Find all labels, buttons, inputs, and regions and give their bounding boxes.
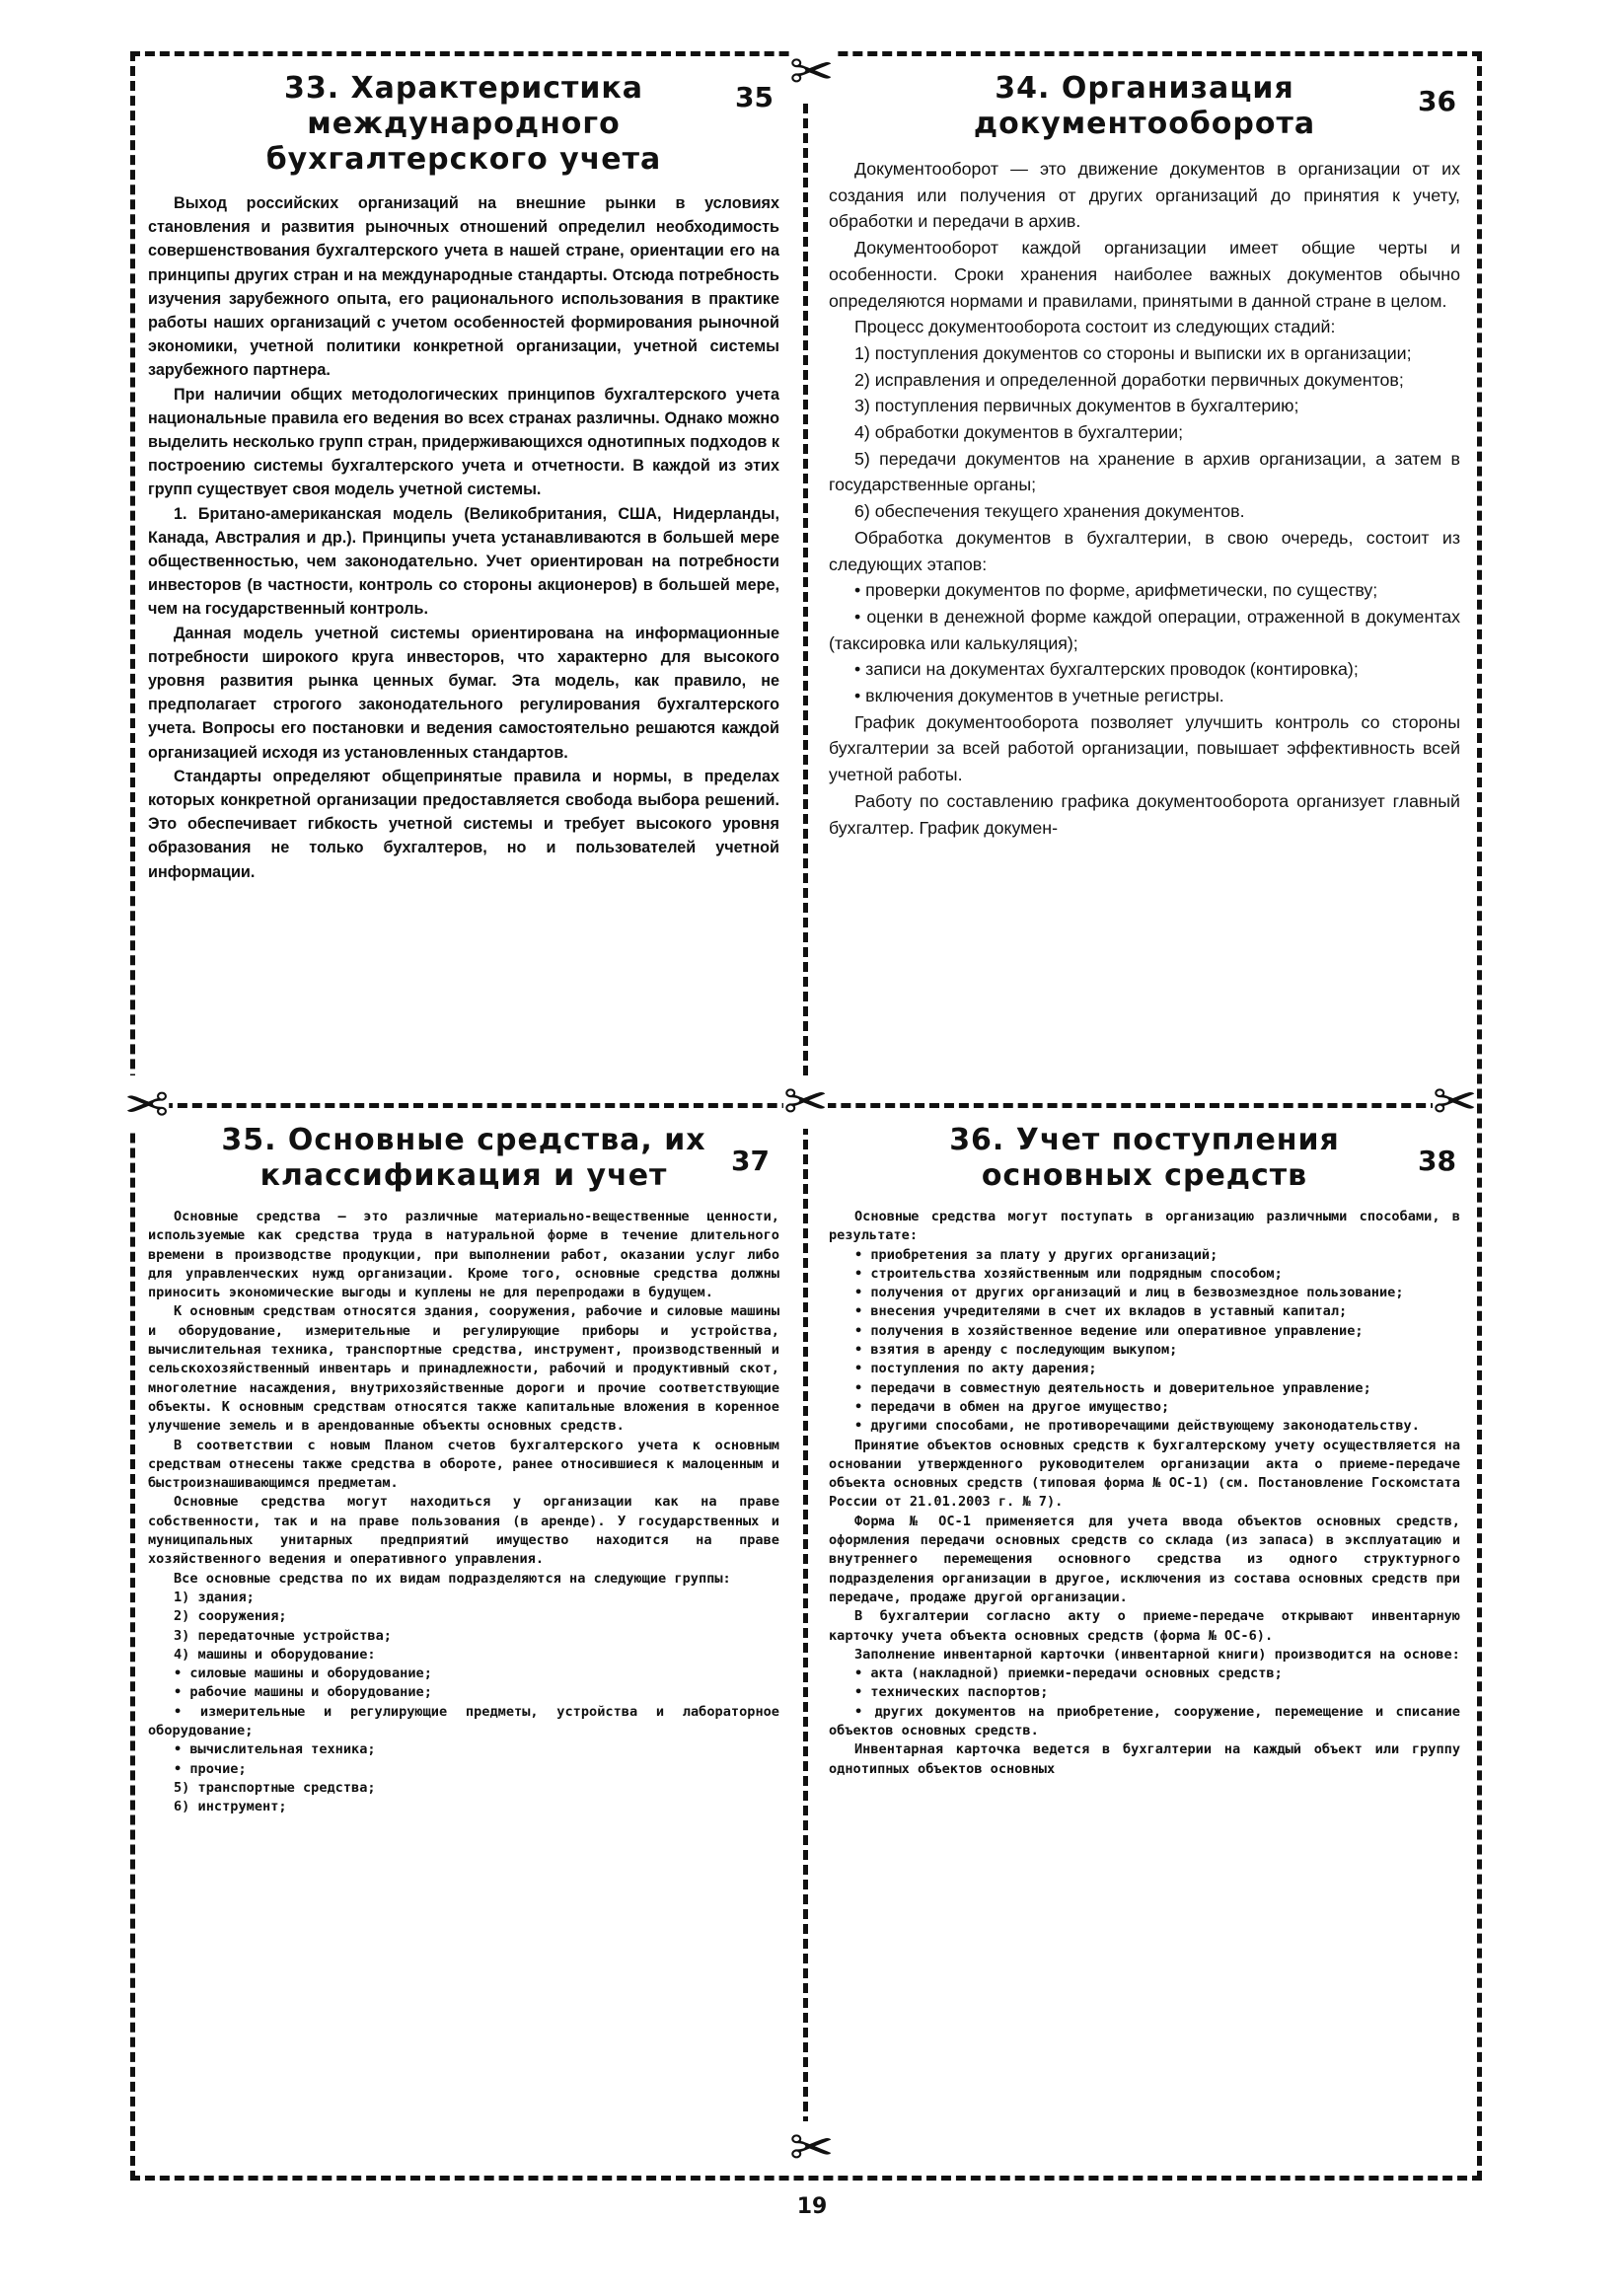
scissors-icon: ✂ xyxy=(789,2116,835,2179)
section-title: 35. Основные средства, их классификация и учет xyxy=(221,1123,706,1193)
list-item: • передачи в совместную деятельность и доверительное управление; xyxy=(854,1379,1371,1396)
paragraph: Все основные средства по их видам подразделяются на следующие группы: xyxy=(174,1570,731,1587)
paragraph: Основные средства — это различные материально-вещественные ценности, используемые как средства труда в натуральной форме в течение длительного времени в производстве продукции, при выполнении работ, оказании услуг либо для управленческих нужд организации. Кроме того, основные средства должны приносить экономические выгоды и куплены не для перепродажи в будущем. xyxy=(148,1209,779,1301)
list-item: • оценки в денежной форме каждой операции, отраженной в документах (таксировка или калькуляция); xyxy=(829,606,1460,653)
list-item: 2) сооружения; xyxy=(174,1608,287,1625)
list-item: • другими способами, не противоречащими действующему законодательству. xyxy=(854,1418,1420,1435)
section-35 xyxy=(148,1123,779,2149)
scissors-icon: ✂ xyxy=(783,1071,829,1133)
section-body xyxy=(829,156,1460,841)
list-item: • технических паспортов; xyxy=(854,1684,1049,1701)
scissors-icon: ✂ xyxy=(1433,1071,1478,1133)
section-number: 35 xyxy=(735,81,774,113)
paragraph: Выход российских организаций на внешние рынки в условиях становления и развития рыночных отношений определил необходимость совершенствования бухгалтерского учета в нашей стране, ориентации его на принципы других стран и на международные стандарты. Отсюда потребность изучения зарубежного опыта, его рационального использования в практике работы наших организаций с учетом особенностей формирования рыночной экономики, учетной политики конкретной организации, учетной системы зарубежного партнера. xyxy=(148,194,779,380)
list-item: • получения от других организаций и лиц в безвозмездное пользование; xyxy=(854,1285,1404,1301)
section-body xyxy=(148,1208,779,1817)
list-item: 5) передачи документов на хранение в архив организации, а затем в государственные органы; xyxy=(829,448,1460,495)
paragraph: К основным средствам относятся здания, сооружения, рабочие и силовые машины и оборудование, измерительные и регулирующие приборы и устройства, вычислительная техника, транспортные средства, инструмент, производственный и сельскохозяйственный инвентарь и принадлежности, рабочий и продуктивный скот, многолетние насаждения, внутрихозяйственные дороги и прочие соответствующие объекты. К основным средствам относятся также капитальные вложения в коренное улучшение земель и в арендованные объекты основных средств. xyxy=(148,1303,779,1435)
section-title: 34. Организация документооборота xyxy=(973,71,1316,141)
section-33 xyxy=(148,71,779,1097)
paragraph: Инвентарная карточка ведется в бухгалтерии на каждый объект или группу однотипных объектов основных xyxy=(829,1741,1460,1777)
section-36 xyxy=(829,1123,1460,2149)
paragraph: 1. Британо-американская модель (Великобритания, США, Нидерланды, Канада, Австралия и др.). Принципы учета устанавливаются в большей мере общественностью, чем законодательно. Учет ориентирован на потребности инвесторов (в частности, контроль со стороны акционеров) в большей мере, чем на государственный контроль. xyxy=(148,504,779,619)
list-item: 1) поступления документов со стороны и выписки их в организации; xyxy=(854,342,1412,363)
list-item: • внесения учредителями в счет их вкладов в уставный капитал; xyxy=(854,1303,1348,1320)
list-item: • других документов на приобретение, сооружение, перемещение и списание объектов основных средств. xyxy=(829,1703,1460,1739)
paragraph: Принятие объектов основных средств к бухгалтерскому учету осуществляется на основании утвержденного руководителем организации акта о приеме-передаче объекта основных средств (типовая форма № ОС-1) (см. Постановление Госкомстата России от 21.01.2003 г. № 7). xyxy=(829,1437,1460,1511)
list-item: 4) обработки документов в бухгалтерии; xyxy=(854,422,1184,443)
list-item: • вычислительная техника; xyxy=(174,1741,376,1758)
list-item: • рабочие машины и оборудование; xyxy=(174,1684,432,1701)
paragraph: Данная модель учетной системы ориентирована на информационные потребности широкого круга инвесторов, что характерно для высокого уровня развития рынка ценных бумаг. Эта модель, как правило, не предполагает строгого законодательного регулирования бухгалтерского учета. Вопросы его постановки и ведения самостоятельно решаются каждой организацией исходя из установленных стандартов. xyxy=(148,624,779,762)
paragraph: Стандарты определяют общепринятые правила и нормы, в пределах которых конкретной организации предоставляется свобода выбора решений. Это обеспечивает гибкость учетной системы и требует высокого уровня образования не только бухгалтеров, но и пользователей учетной информации. xyxy=(148,767,779,881)
paragraph: Основные средства могут находиться у организации как на праве собственности, так и на праве пользования (в аренде). У государственных и муниципальных унитарных предприятий имущество находится на праве хозяйственного ведения и оперативного управления. xyxy=(148,1494,779,1568)
list-item: 1) здания; xyxy=(174,1589,255,1605)
list-item: 5) транспортные средства; xyxy=(174,1779,376,1796)
paragraph: Работу по составлению графика документооборота организует главный бухгалтер. График докумен- xyxy=(829,790,1460,838)
list-item: • прочие; xyxy=(174,1760,247,1777)
paragraph: Форма № ОС-1 применяется для учета ввода объектов основных средств, оформления передачи основных средств со склада (из запаса) в эксплуатацию и внутреннего перемещения основного средства из одного структурного подразделения организации в другое, исключения из состава основных средств при передаче, продаже другой организации. xyxy=(829,1513,1460,1605)
list-item: 6) обеспечения текущего хранения документов. xyxy=(854,501,1245,522)
section-title: 33. Характеристика международного бухгалтерского учета xyxy=(265,71,662,177)
paragraph: Процесс документооборота состоит из следующих стадий: xyxy=(854,317,1336,337)
list-item: • проверки документов по форме, арифметически, по существу; xyxy=(854,580,1378,601)
list-item: • измерительные и регулирующие предметы, устройства и лабораторное оборудование; xyxy=(148,1703,779,1739)
page-number: 19 xyxy=(796,2194,828,2219)
list-item: • поступления по акту дарения; xyxy=(854,1361,1097,1377)
list-item: • приобретения за плату у других организаций; xyxy=(854,1246,1218,1263)
section-number: 36 xyxy=(1418,85,1456,117)
list-item: 2) исправления и определенной доработки первичных документов; xyxy=(854,369,1404,390)
list-item: 3) передаточные устройства; xyxy=(174,1627,392,1644)
list-item: • включения документов в учетные регистры. xyxy=(854,686,1224,706)
section-title: 36. Учет поступления основных средств xyxy=(949,1123,1340,1193)
paragraph: Документооборот каждой организации имеет общие черты и особенности. Сроки хранения наиболее важных документов обычно определяются нормами и правилами, принятыми в данной стране в целом. xyxy=(829,238,1460,311)
paragraph: Основные средства могут поступать в организацию различными способами, в результате: xyxy=(829,1209,1460,1244)
list-item: 4) машины и оборудование: xyxy=(174,1646,376,1663)
paragraph: В бухгалтерии согласно акту о приеме-передаче открывают инвентарную карточку учета объекта основных средств (форма № ОС-6). xyxy=(829,1608,1460,1644)
paragraph: График документооборота позволяет улучшить контроль со стороны бухгалтерии за всей работой организации, повышает эффективность всей учетной работы. xyxy=(829,711,1460,785)
list-item: 6) инструмент; xyxy=(174,1799,287,1815)
paragraph: Обработка документов в бухгалтерии, в свою очередь, состоит из следующих этапов: xyxy=(829,527,1460,574)
scissors-icon: ✂ xyxy=(124,1072,170,1134)
section-number: 37 xyxy=(731,1145,770,1177)
section-34 xyxy=(829,71,1460,1097)
list-item: • получения в хозяйственное ведение или оперативное управление; xyxy=(854,1322,1364,1339)
section-body xyxy=(148,191,779,884)
list-item: • записи на документах бухгалтерских проводок (контировка); xyxy=(854,659,1359,680)
list-item: • взятия в аренду с последующим выкупом; xyxy=(854,1342,1178,1359)
paragraph: В соответствии с новым Планом счетов бухгалтерского учета к основным средствам отнесены также средства в обороте, ранее относившиеся к малоценным и быстроизнашивающимся предметам. xyxy=(148,1437,779,1492)
list-item: • строительства хозяйственным или подрядным способом; xyxy=(854,1265,1283,1282)
list-item: 3) поступления первичных документов в бухгалтерию; xyxy=(854,396,1299,416)
paragraph: При наличии общих методологических принципов бухгалтерского учета национальные правила его ведения во всех странах различны. Однако можно выделить несколько групп стран, придерживающихся однотипных подходов к построению системы бухгалтерского учета и отчетности. В каждой из этих групп существует своя модель учетной системы. xyxy=(148,385,779,499)
section-number: 38 xyxy=(1418,1145,1456,1177)
list-item: • передачи в обмен на другое имущество; xyxy=(854,1398,1170,1415)
list-item: • акта (накладной) приемки-передачи основных средств; xyxy=(854,1665,1283,1682)
paragraph: Заполнение инвентарной карточки (инвентарной книги) производится на основе: xyxy=(854,1646,1460,1663)
list-item: • силовые машины и оборудование; xyxy=(174,1665,432,1682)
section-body xyxy=(829,1208,1460,1779)
scissors-icon: ✂ xyxy=(789,40,835,103)
paragraph: Документооборот — это движение документов в организации от их создания или получения от других организаций до принятия к учету, обработки и передачи в архив. xyxy=(829,159,1460,232)
